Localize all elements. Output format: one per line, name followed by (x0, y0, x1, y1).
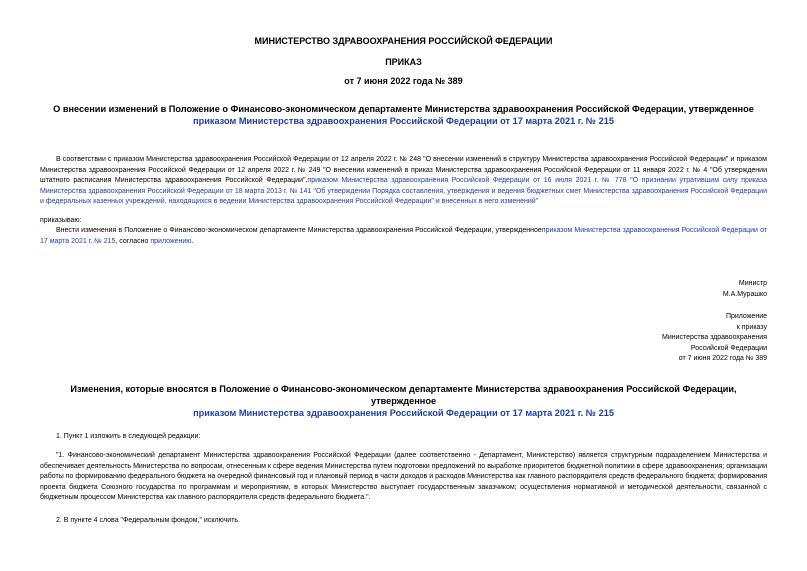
order-title (40, 103, 767, 127)
signature-role: Министр (738, 280, 767, 287)
appendix-line5: от 7 июня 2022 года № 389 (678, 355, 767, 363)
order-word: приказываю: (40, 217, 82, 224)
order-link-appendix[interactable]: приложению (150, 237, 192, 245)
item-2: 2. В пункте 4 слова "Федеральным фондом," исключить. (56, 517, 240, 524)
item-1-quote: "1. Финансово-экономический департамент Министерства здравоохранения Российской Федерации (далее соответственно - Департамент, Министерство) является структурным подразделением Министерства и обеспечивает деятельность Министерства по вопросам, отнесенным к сфере ведения Министерства путем подготовки предложений по выработке приоритетов бюджетной политики в сфере здравоохранения; организации работы по формированию федерального бюджета на очередной финансовый год и плановый период в части доходов и расходов Министерства как главного распорядителя средств федерального бюджета; формирования проекта бюджета Союзного государства по программам и мероприятиям, в которых Министерство выступает государственным заказчиком; осуществления нормативной и методической деятельности, связанной с бюджетным процессом Министерства как главного распорядителя средств федерального бюджета.". (40, 452, 767, 502)
preamble-link-order-778[interactable]: приказом Министерства здравоохранения Российской Федерации от 16 июля 2021 г. № 778 "О признании утратившим силу приказа Министерства здравоохранения Российской Федерации от 18 марта 2013 г. № 141 "Об утверждении Порядка составления, утверждения и ведения бюджетных смет Министерства здравоохранения Российской Федерации и федеральных казенных учреждений, находящихся в ведении Министерства здравоохранения Российской Федерации" и внесенных в него изменений" (40, 177, 767, 206)
appendix-line1: Приложение (725, 313, 767, 320)
appendix-header (662, 312, 767, 365)
order-text-part1: Внести изменения в Положение о Финансово-экономическом департаменте Министерства здравоохранения Российской Федерации, утвержденное (56, 227, 542, 234)
changes-title-text: Изменения, которые вносятся в Положение о Финансово-экономическом департаменте Министерства здравоохранения Российской Федерации, утвержденное (70, 384, 737, 406)
order-title-link[interactable]: приказом Министерства здравоохранения Российской Федерации от 17 марта 2021 г. № 215 (193, 116, 614, 126)
ministry-heading: МИНИСТЕРСТВО ЗДРАВООХРАНЕНИЯ РОССИЙСКОЙ ФЕДЕРАЦИИ (254, 36, 553, 46)
changes-title-link[interactable]: приказом Министерства здравоохранения Российской Федерации от 17 марта 2021 г. № 215 (193, 408, 614, 418)
changes-title (40, 383, 767, 419)
order-text-part2: , согласно (115, 237, 149, 245)
item-1: 1. Пункт 1 изложить в следующей редакции: (56, 433, 201, 440)
signature-block (723, 279, 767, 300)
order-paragraph (40, 226, 767, 247)
preamble-text: В соответствии с приказом Министерства здравоохранения Российской Федерации от 12 апреля 2022 г. № 248 "О внесении изменений в структуру Министерства здравоохранения Российской Федерации" и приказом Министерства здравоохранения Российской Федерации от 12 апреля 2022 г. № 249 "О внесении изменений в приказ Министерства здравоохранения Российской Федерации от 11 января 2022 г. № 4 "Об утверждении штатного расписания Министерства здравоохранения Российской Федерации", (40, 156, 767, 185)
order-date-number: от 7 июня 2022 года № 389 (344, 76, 463, 86)
appendix-line4: Российской Федерации (690, 344, 767, 352)
doc-type-heading: ПРИКАЗ (385, 57, 422, 67)
order-link-215[interactable]: приказом Министерства здравоохранения Российской Федерации от 17 марта 2021 г. № 215 (40, 227, 768, 245)
order-text-part3: . (191, 237, 194, 245)
signature-name: М.А.Мурашко (722, 290, 767, 298)
appendix-line3: Министерства здравоохранения (662, 334, 767, 342)
preamble-paragraph (40, 155, 767, 208)
order-title-text: О внесении изменений в Положение о Финансово-экономическом департаменте Министерства здравоохранения Российской Федерации, утвержденное (53, 104, 754, 114)
appendix-line2: к приказу (736, 323, 767, 331)
